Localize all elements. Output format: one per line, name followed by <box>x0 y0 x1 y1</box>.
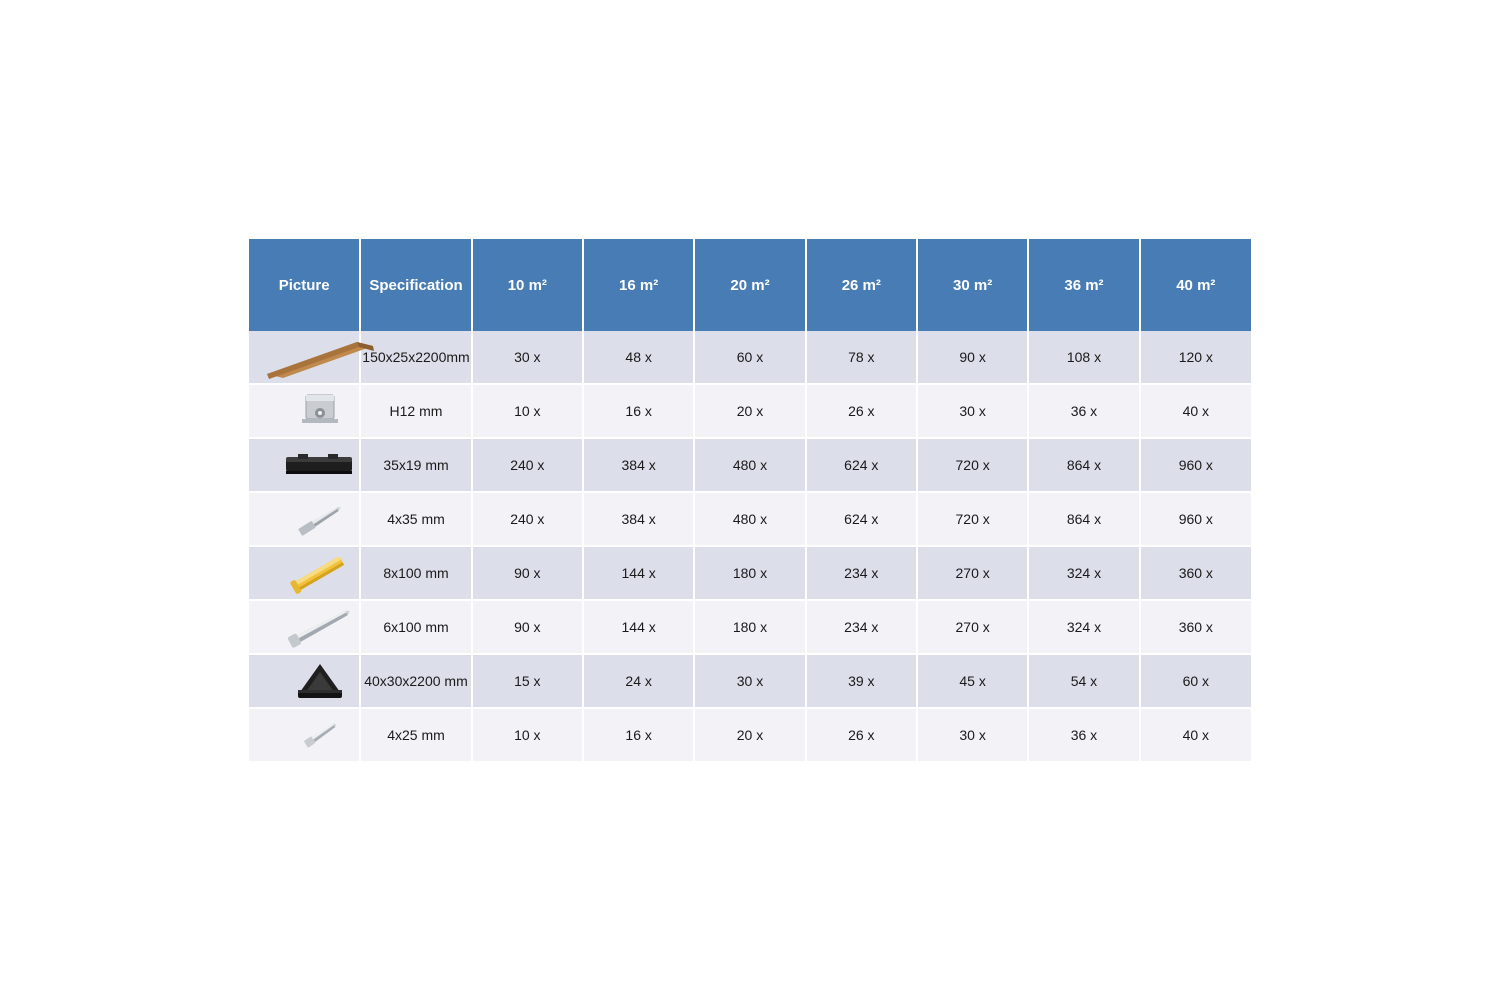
black-clip-icon <box>249 439 391 491</box>
header-30m2: 30 m² <box>917 239 1028 331</box>
row-qty: 324 x <box>1028 546 1139 600</box>
metal-clip-icon <box>249 385 391 437</box>
row-spec: 8x100 mm <box>360 546 471 600</box>
table-row <box>249 384 1251 438</box>
row-qty: 864 x <box>1028 438 1139 492</box>
row-qty: 24 x <box>583 654 694 708</box>
row-qty: 240 x <box>472 492 583 546</box>
header-specification: Specification <box>360 239 471 331</box>
row-spec: 4x25 mm <box>360 708 471 762</box>
row-qty: 40 x <box>1140 384 1251 438</box>
screw-tiny-icon <box>249 709 391 761</box>
row-spec: 6x100 mm <box>360 600 471 654</box>
row-spec: H12 mm <box>360 384 471 438</box>
header-20m2: 20 m² <box>694 239 805 331</box>
row-qty: 624 x <box>806 492 917 546</box>
row-qty: 120 x <box>1140 331 1251 384</box>
row-qty: 39 x <box>806 654 917 708</box>
row-picture-cell <box>249 654 360 708</box>
row-picture-cell <box>249 331 360 384</box>
header-40m2: 40 m² <box>1140 239 1251 331</box>
row-picture-cell <box>249 438 360 492</box>
table-row <box>249 438 1251 492</box>
row-qty: 20 x <box>694 708 805 762</box>
row-qty: 45 x <box>917 654 1028 708</box>
row-spec: 150x25x2200mm <box>360 331 471 384</box>
row-qty: 240 x <box>472 438 583 492</box>
row-qty: 20 x <box>694 384 805 438</box>
row-qty: 26 x <box>806 384 917 438</box>
decking-board-icon <box>249 331 391 383</box>
specification-table-container <box>249 239 1251 763</box>
row-qty: 360 x <box>1140 546 1251 600</box>
row-qty: 144 x <box>583 600 694 654</box>
table-body <box>249 331 1251 762</box>
table-row <box>249 654 1251 708</box>
row-qty: 30 x <box>694 654 805 708</box>
row-qty: 30 x <box>917 384 1028 438</box>
row-qty: 60 x <box>694 331 805 384</box>
screw-small-icon <box>249 493 391 545</box>
row-picture-cell <box>249 600 360 654</box>
row-qty: 48 x <box>583 331 694 384</box>
row-spec: 4x35 mm <box>360 492 471 546</box>
row-qty: 624 x <box>806 438 917 492</box>
row-qty: 30 x <box>472 331 583 384</box>
row-qty: 270 x <box>917 546 1028 600</box>
row-qty: 180 x <box>694 600 805 654</box>
row-qty: 360 x <box>1140 600 1251 654</box>
row-qty: 234 x <box>806 600 917 654</box>
row-qty: 480 x <box>694 438 805 492</box>
row-qty: 720 x <box>917 438 1028 492</box>
row-qty: 15 x <box>472 654 583 708</box>
row-qty: 180 x <box>694 546 805 600</box>
row-qty: 144 x <box>583 546 694 600</box>
row-picture-cell <box>249 492 360 546</box>
row-qty: 960 x <box>1140 492 1251 546</box>
row-spec: 35x19 mm <box>360 438 471 492</box>
table-row <box>249 492 1251 546</box>
row-qty: 10 x <box>472 384 583 438</box>
row-qty: 270 x <box>917 600 1028 654</box>
row-qty: 90 x <box>472 546 583 600</box>
row-qty: 960 x <box>1140 438 1251 492</box>
row-qty: 78 x <box>806 331 917 384</box>
row-qty: 54 x <box>1028 654 1139 708</box>
row-qty: 40 x <box>1140 708 1251 762</box>
row-picture-cell <box>249 546 360 600</box>
table-row <box>249 546 1251 600</box>
row-qty: 90 x <box>917 331 1028 384</box>
row-qty: 36 x <box>1028 384 1139 438</box>
row-qty: 26 x <box>806 708 917 762</box>
table-header <box>249 239 1251 331</box>
row-qty: 108 x <box>1028 331 1139 384</box>
header-10m2: 10 m² <box>472 239 583 331</box>
row-qty: 16 x <box>583 708 694 762</box>
row-qty: 10 x <box>472 708 583 762</box>
row-qty: 90 x <box>472 600 583 654</box>
row-qty: 480 x <box>694 492 805 546</box>
row-qty: 720 x <box>917 492 1028 546</box>
table-row <box>249 708 1251 762</box>
row-spec: 40x30x2200 mm <box>360 654 471 708</box>
yellow-plug-icon <box>249 547 391 599</box>
table-row <box>249 600 1251 654</box>
table-header-row <box>249 239 1251 331</box>
row-picture-cell <box>249 384 360 438</box>
specification-table <box>249 239 1251 763</box>
header-26m2: 26 m² <box>806 239 917 331</box>
table-row <box>249 331 1251 384</box>
row-qty: 384 x <box>583 438 694 492</box>
row-qty: 234 x <box>806 546 917 600</box>
header-picture: Picture <box>249 239 360 331</box>
row-qty: 36 x <box>1028 708 1139 762</box>
header-16m2: 16 m² <box>583 239 694 331</box>
row-qty: 324 x <box>1028 600 1139 654</box>
joist-profile-icon <box>249 655 391 707</box>
row-qty: 384 x <box>583 492 694 546</box>
row-picture-cell <box>249 708 360 762</box>
row-qty: 864 x <box>1028 492 1139 546</box>
row-qty: 16 x <box>583 384 694 438</box>
row-qty: 30 x <box>917 708 1028 762</box>
long-screw-icon <box>249 601 391 653</box>
header-36m2: 36 m² <box>1028 239 1139 331</box>
row-qty: 60 x <box>1140 654 1251 708</box>
